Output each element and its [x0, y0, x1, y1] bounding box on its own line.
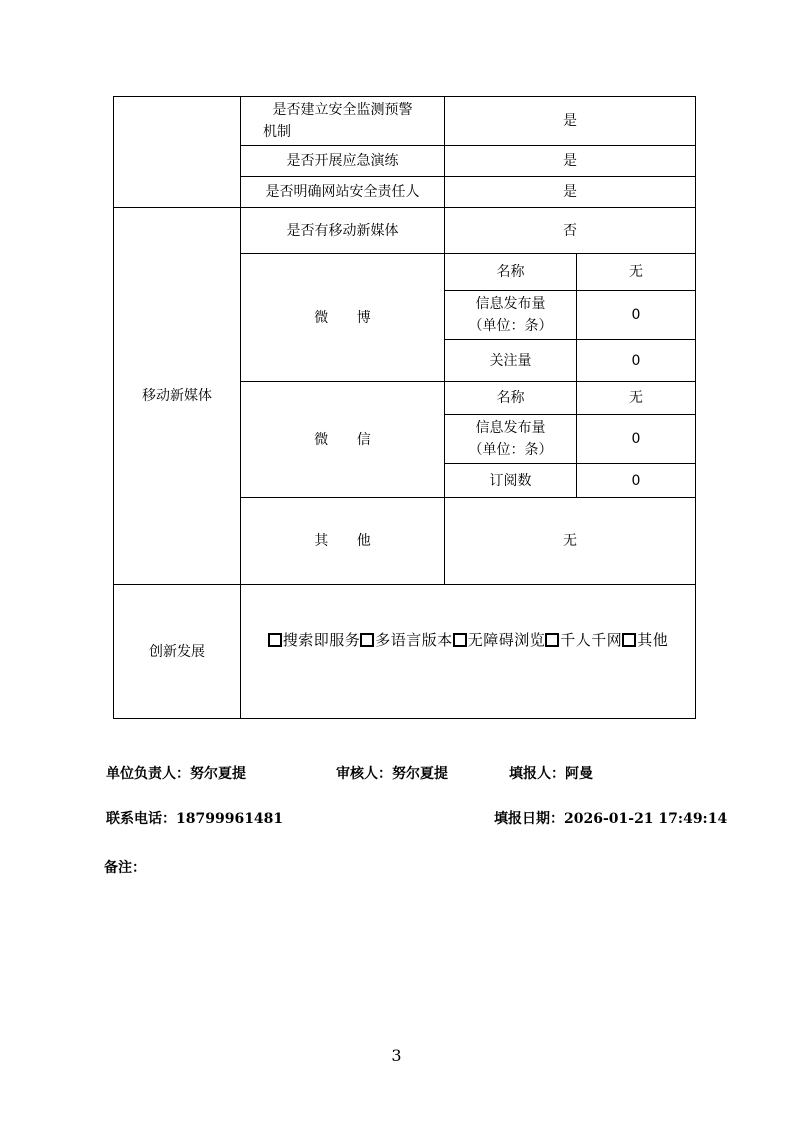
filler — [509, 763, 593, 783]
wechat-name-label: 名称 — [496, 390, 525, 406]
has-media-value: 否 — [563, 222, 577, 239]
option-multilingual[interactable] — [360, 629, 453, 651]
date-label: 填报日期： — [494, 811, 564, 827]
security-owner-value: 是 — [563, 184, 577, 200]
filler-label: 填报人： — [509, 766, 565, 782]
monitoring-warning-label — [241, 97, 444, 145]
security-owner-label: 是否明确网站安全责任人 — [265, 184, 420, 200]
page-number: 3 — [391, 1046, 402, 1065]
other-media-label: 其 他 — [314, 533, 383, 549]
filler-value: 阿曼 — [565, 766, 593, 782]
monitoring-warning-label-line1: 是否建立安全监测预警 — [272, 102, 413, 118]
checkbox-icon[interactable] — [545, 633, 559, 647]
reviewer — [336, 763, 448, 783]
reviewer-value: 努尔夏提 — [392, 766, 448, 782]
checkbox-icon[interactable] — [453, 633, 467, 647]
reviewer-label: 审核人： — [336, 766, 392, 782]
innovation-label: 创新发展 — [149, 643, 205, 660]
checkbox-icon[interactable] — [268, 633, 282, 647]
emergency-drill-value: 是 — [563, 153, 577, 169]
unit-head — [106, 763, 246, 783]
option-accessible[interactable] — [453, 629, 546, 651]
remark-label: 备注： — [104, 860, 146, 876]
option-label: 无障碍浏览 — [467, 631, 546, 649]
weibo-name-value: 无 — [629, 264, 643, 280]
other-media-value: 无 — [563, 533, 577, 549]
weibo-name-label: 名称 — [496, 264, 525, 280]
option-label: 搜索即服务 — [282, 631, 361, 649]
fill-date — [494, 808, 727, 828]
wechat-publish-value: 0 — [631, 431, 641, 447]
wechat-label: 微 信 — [314, 431, 383, 448]
date-value: 2026-01-21 17:49:14 — [564, 811, 728, 827]
innovation-options — [241, 585, 695, 695]
weibo-follow-label: 关注量 — [489, 352, 532, 369]
weibo-publish-value: 0 — [631, 307, 641, 323]
weibo-publish-label-line2: （单位：条） — [468, 318, 553, 334]
unit-head-label: 单位负责人： — [106, 766, 190, 782]
monitoring-warning-label-line2: 机制 — [263, 124, 291, 140]
phone-value: 18799961481 — [176, 811, 284, 827]
wechat-publish-label-line1: 信息发布量 — [475, 420, 546, 436]
option-personalized[interactable] — [545, 629, 622, 651]
option-search-service[interactable] — [268, 629, 361, 651]
media-section-label: 移动新媒体 — [142, 388, 212, 404]
wechat-publish-label-line2: （单位：条） — [468, 442, 553, 458]
weibo-label: 微 博 — [314, 309, 383, 326]
wechat-name-value: 无 — [629, 390, 643, 406]
option-other[interactable] — [622, 629, 668, 651]
option-label: 其他 — [637, 631, 669, 649]
emergency-drill-label: 是否开展应急演练 — [286, 153, 399, 169]
option-label: 千人千网 — [560, 631, 623, 649]
wechat-publish-label — [445, 415, 576, 463]
checkbox-icon[interactable] — [622, 633, 636, 647]
phone-label: 联系电话： — [106, 811, 176, 827]
weibo-publish-label — [445, 291, 576, 339]
weibo-follow-value: 0 — [631, 352, 641, 369]
has-media-label: 是否有移动新媒体 — [286, 222, 399, 239]
wechat-subscribe-label: 订阅数 — [489, 472, 532, 489]
weibo-publish-label-line1: 信息发布量 — [475, 296, 546, 312]
contact-phone — [106, 808, 283, 828]
unit-head-value: 努尔夏提 — [190, 766, 246, 782]
checkbox-icon[interactable] — [360, 633, 374, 647]
option-label: 多语言版本 — [375, 631, 453, 649]
wechat-subscribe-value: 0 — [631, 472, 641, 489]
monitoring-warning-value: 是 — [563, 113, 577, 129]
